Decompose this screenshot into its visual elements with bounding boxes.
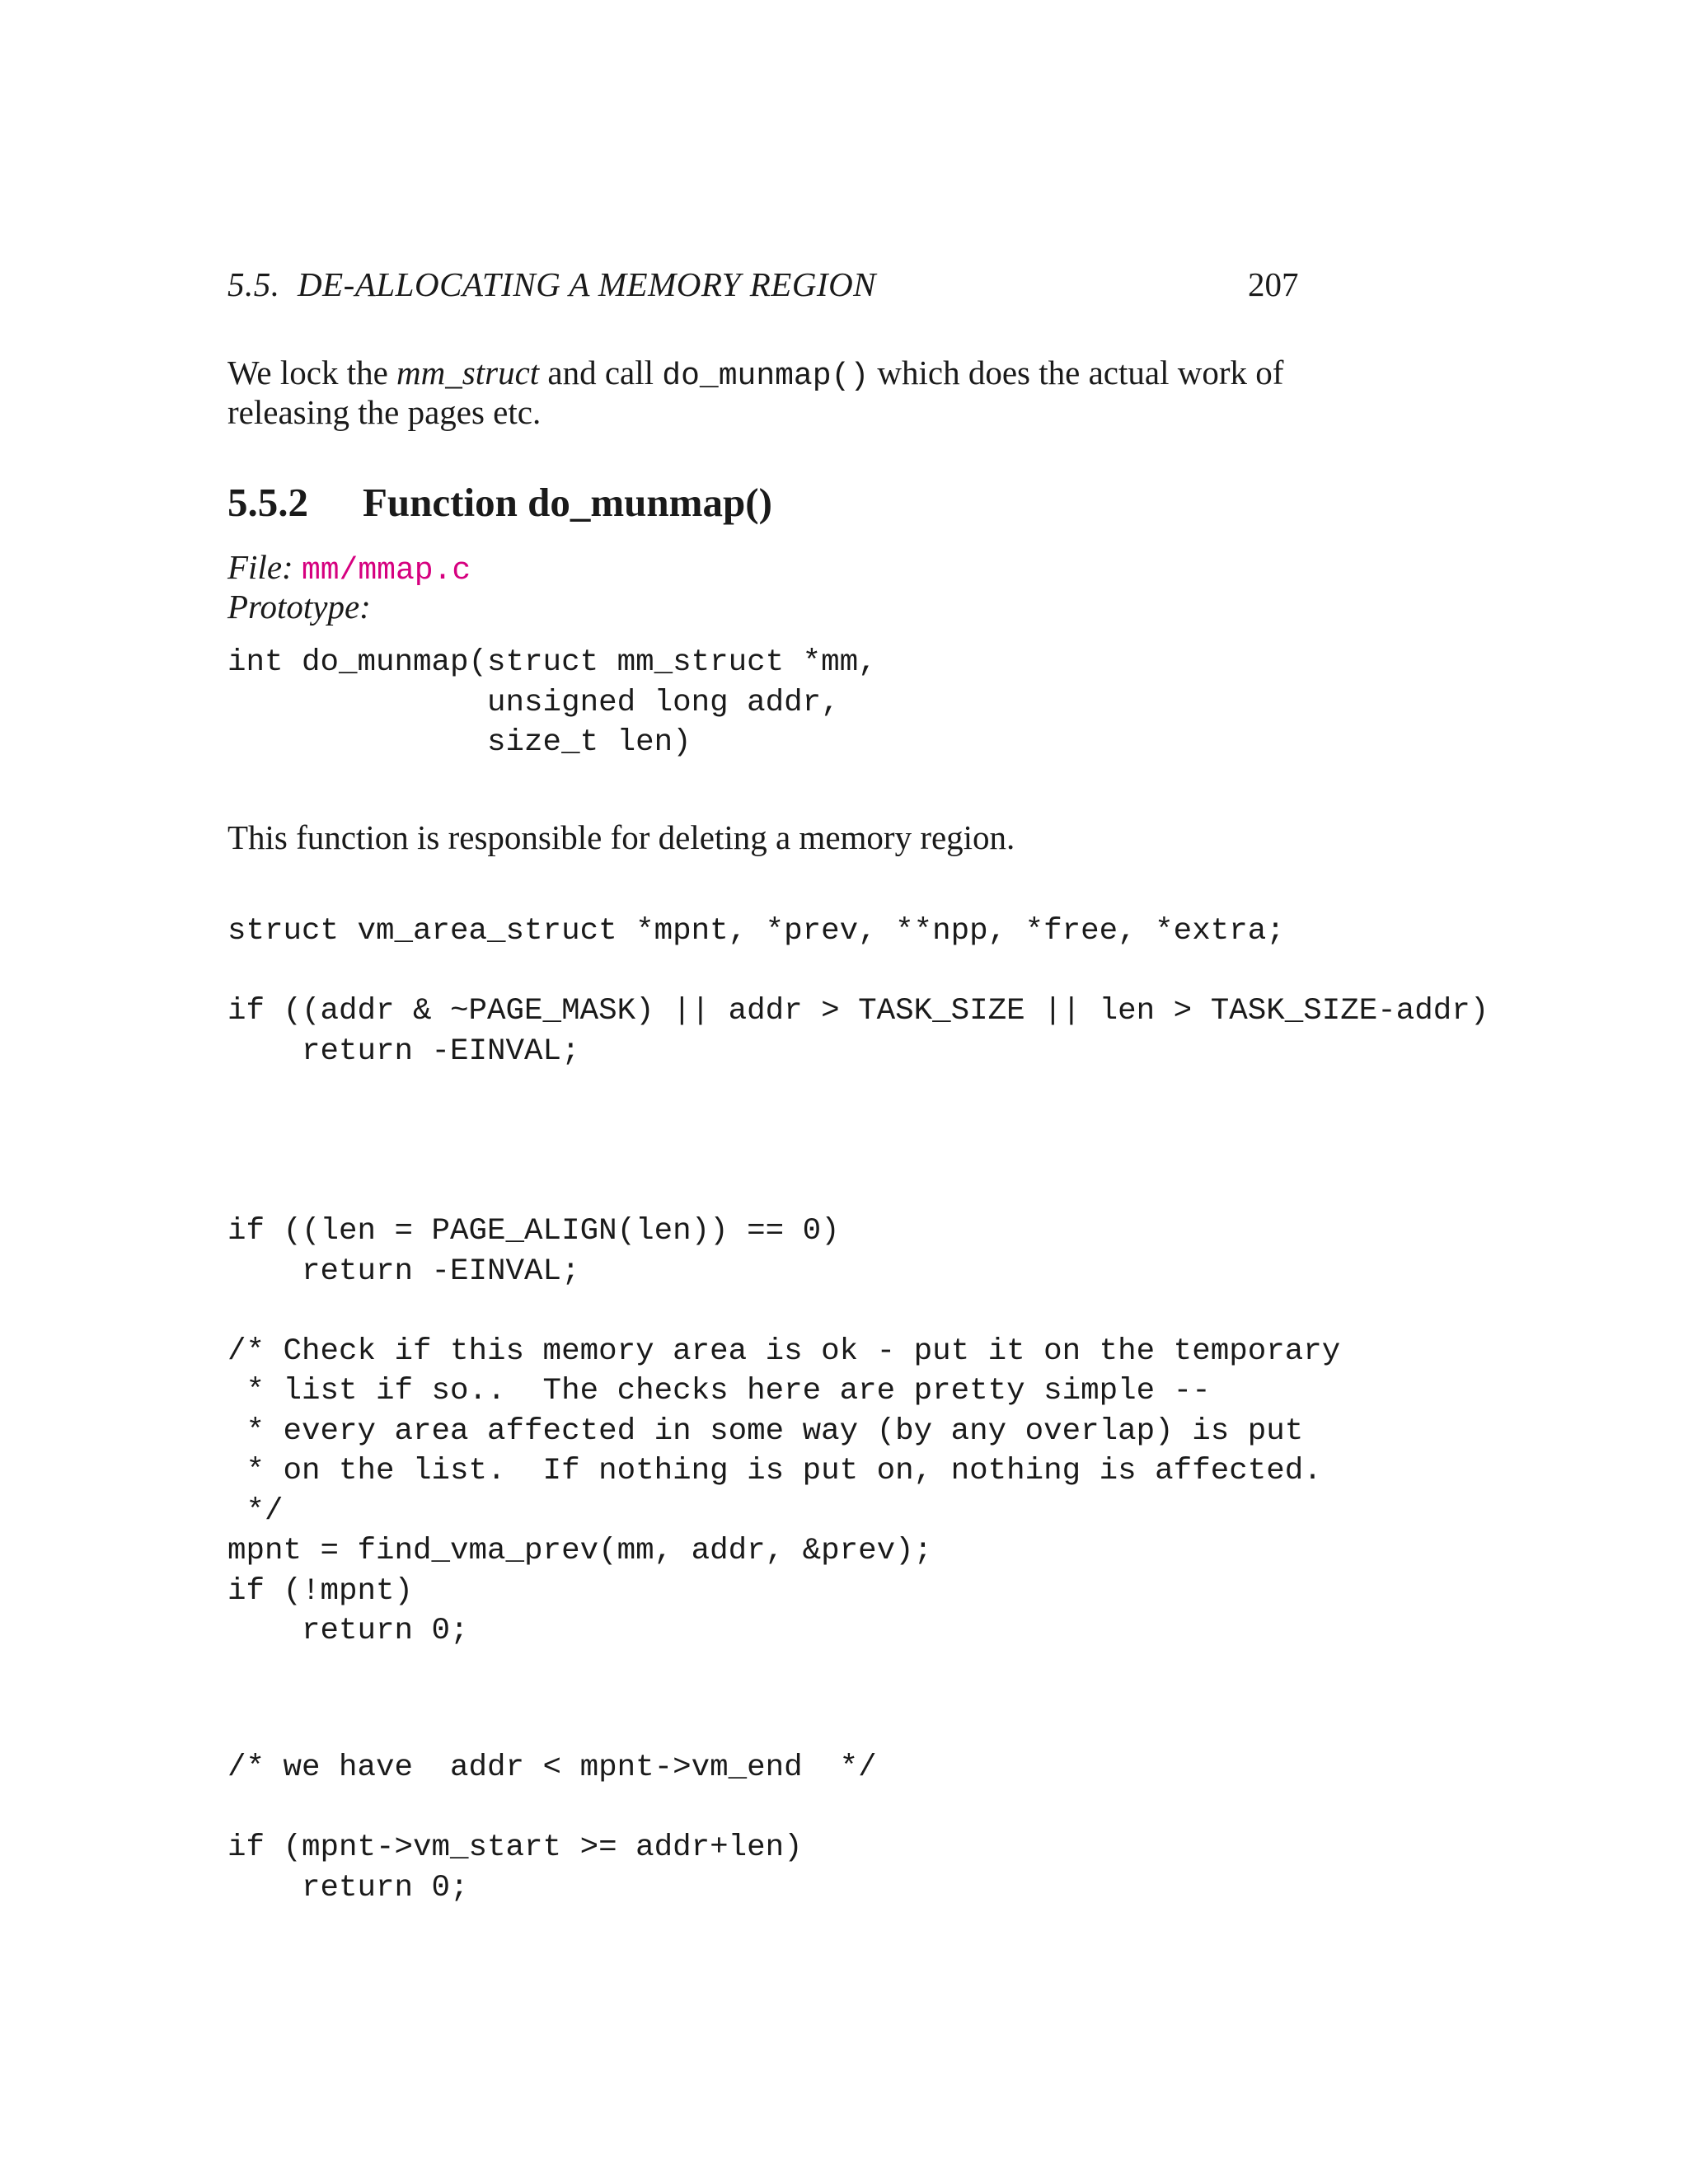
section-number: 5.5.2 (227, 480, 308, 525)
file-label: File: (227, 548, 302, 586)
file-path-link[interactable]: mm/mmap.c (301, 553, 471, 588)
intro-paragraph-line-2: releasing the pages etc. (227, 393, 542, 431)
running-header-title: 5.5. DE-ALLOCATING A MEMORY REGION (227, 265, 877, 303)
file-line (227, 547, 471, 591)
description-paragraph: This function is responsible for deleting a memory region. (227, 818, 1015, 856)
prototype-code: int do_munmap(struct mm_struct *mm, unsigned long addr, size_t len) (227, 645, 877, 760)
prototype-label: Prototype: (227, 588, 371, 626)
section-title: Function do_munmap() (363, 480, 772, 525)
intro-text-2: and call (539, 354, 663, 391)
code-block-2: if ((len = PAGE_ALIGN(len)) == 0) return -EINVAL; /* Check if this memory area is ok - put it on the temporary * list if so.. The checks here are pretty simple -- * every area affected in some way (by any overlap) is put * on the list. If nothing is put on, nothing is affected. */ mpnt = find_vma_prev(mm, addr, &prev); if (!mpnt) return 0; (227, 1214, 1341, 1648)
intro-do-munmap: do_munmap() (662, 359, 870, 394)
section-heading (227, 478, 772, 527)
code-block-1: struct vm_area_struct *mpnt, *prev, **npp, *free, *extra; if ((addr & ~PAGE_MASK) || addr > TASK_SIZE || len > TASK_SIZE-addr) return -EINVAL; (227, 914, 1489, 1069)
code-block-3: /* we have addr < mpnt->vm_end */ if (mpnt->vm_start >= addr+len) return 0; (227, 1750, 877, 1905)
intro-text-3: which does the actual work of (869, 354, 1284, 391)
intro-paragraph-line-1 (227, 353, 1283, 396)
page-number: 207 (1248, 265, 1299, 303)
intro-mm-struct: mm_struct (396, 354, 540, 391)
intro-text-1: We lock the (227, 354, 397, 391)
